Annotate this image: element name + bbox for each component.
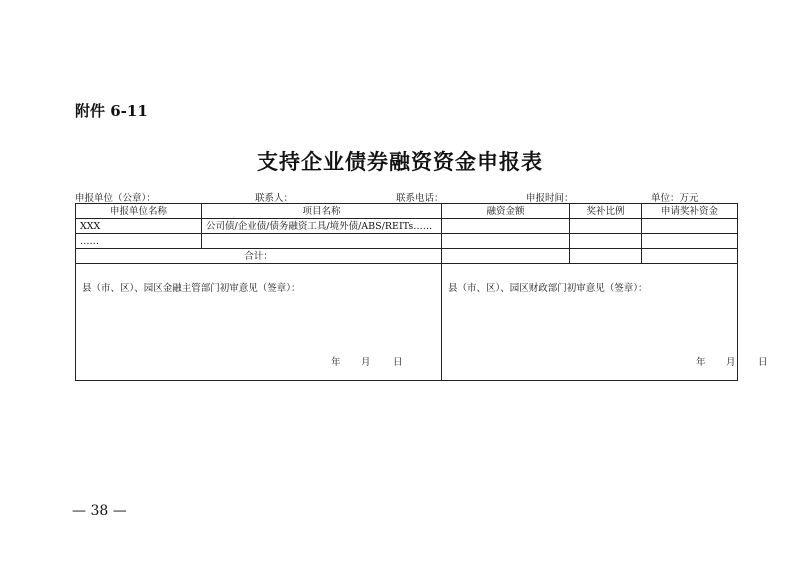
- page-number: — 38 —: [72, 503, 127, 519]
- cell-subsidy-ratio: [570, 234, 642, 249]
- right-date-year: 年: [696, 357, 706, 368]
- form-title: 支持企业债券融资资金申报表: [257, 149, 543, 174]
- right-date-day: 日: [758, 357, 768, 368]
- meta-unit: 申报单位（公章）：: [75, 193, 156, 204]
- meta-phone: 联系电话：: [396, 193, 444, 204]
- meta-time: 申报时间：: [526, 193, 574, 204]
- header-project-name: 项目名称: [202, 204, 442, 219]
- opinion-row: [76, 264, 738, 381]
- left-date-day: 日: [393, 357, 403, 368]
- left-date-year: 年: [331, 357, 341, 368]
- right-opinion-label: 县（市、区）、园区财政部门初审意见（签章）：: [448, 283, 648, 294]
- header-financing-amount: 融资金额: [442, 204, 570, 219]
- total-subsidy-ratio: [570, 249, 642, 264]
- application-table: [75, 203, 768, 381]
- left-opinion-cell: [76, 264, 442, 381]
- meta-currency: 单位：万元: [651, 193, 699, 204]
- cell-financing-amount: [442, 219, 570, 234]
- cell-subsidy-requested: [642, 219, 738, 234]
- right-opinion-cell: [442, 264, 768, 381]
- table-row: [76, 234, 738, 249]
- total-label: 合计：: [76, 249, 442, 264]
- total-subsidy-requested: [642, 249, 738, 264]
- header-unit-name: 申报单位名称: [76, 204, 202, 219]
- cell-unit-name: XXX: [76, 219, 202, 234]
- cell-project-name: 公司债/企业债/债务融资工具/境外债/ABS/REITs……: [202, 219, 442, 234]
- left-date-month: 月: [361, 357, 371, 368]
- total-row: [76, 249, 738, 264]
- header-subsidy-requested: 申请奖补资金: [642, 204, 738, 219]
- left-opinion-label: 县（市、区）、园区金融主管部门初审意见（签章）：: [82, 283, 301, 294]
- right-date-month: 月: [726, 357, 736, 368]
- cell-subsidy-requested: [642, 234, 738, 249]
- cell-subsidy-ratio: [570, 219, 642, 234]
- table-header-row: [76, 204, 738, 219]
- table-row: [76, 219, 738, 234]
- cell-unit-name: ……: [76, 234, 202, 249]
- attachment-label: 附件 6-11: [75, 102, 148, 120]
- total-financing-amount: [442, 249, 570, 264]
- cell-project-name: [202, 234, 442, 249]
- header-subsidy-ratio: 奖补比例: [570, 204, 642, 219]
- meta-contact: 联系人：: [255, 193, 294, 204]
- cell-financing-amount: [442, 234, 570, 249]
